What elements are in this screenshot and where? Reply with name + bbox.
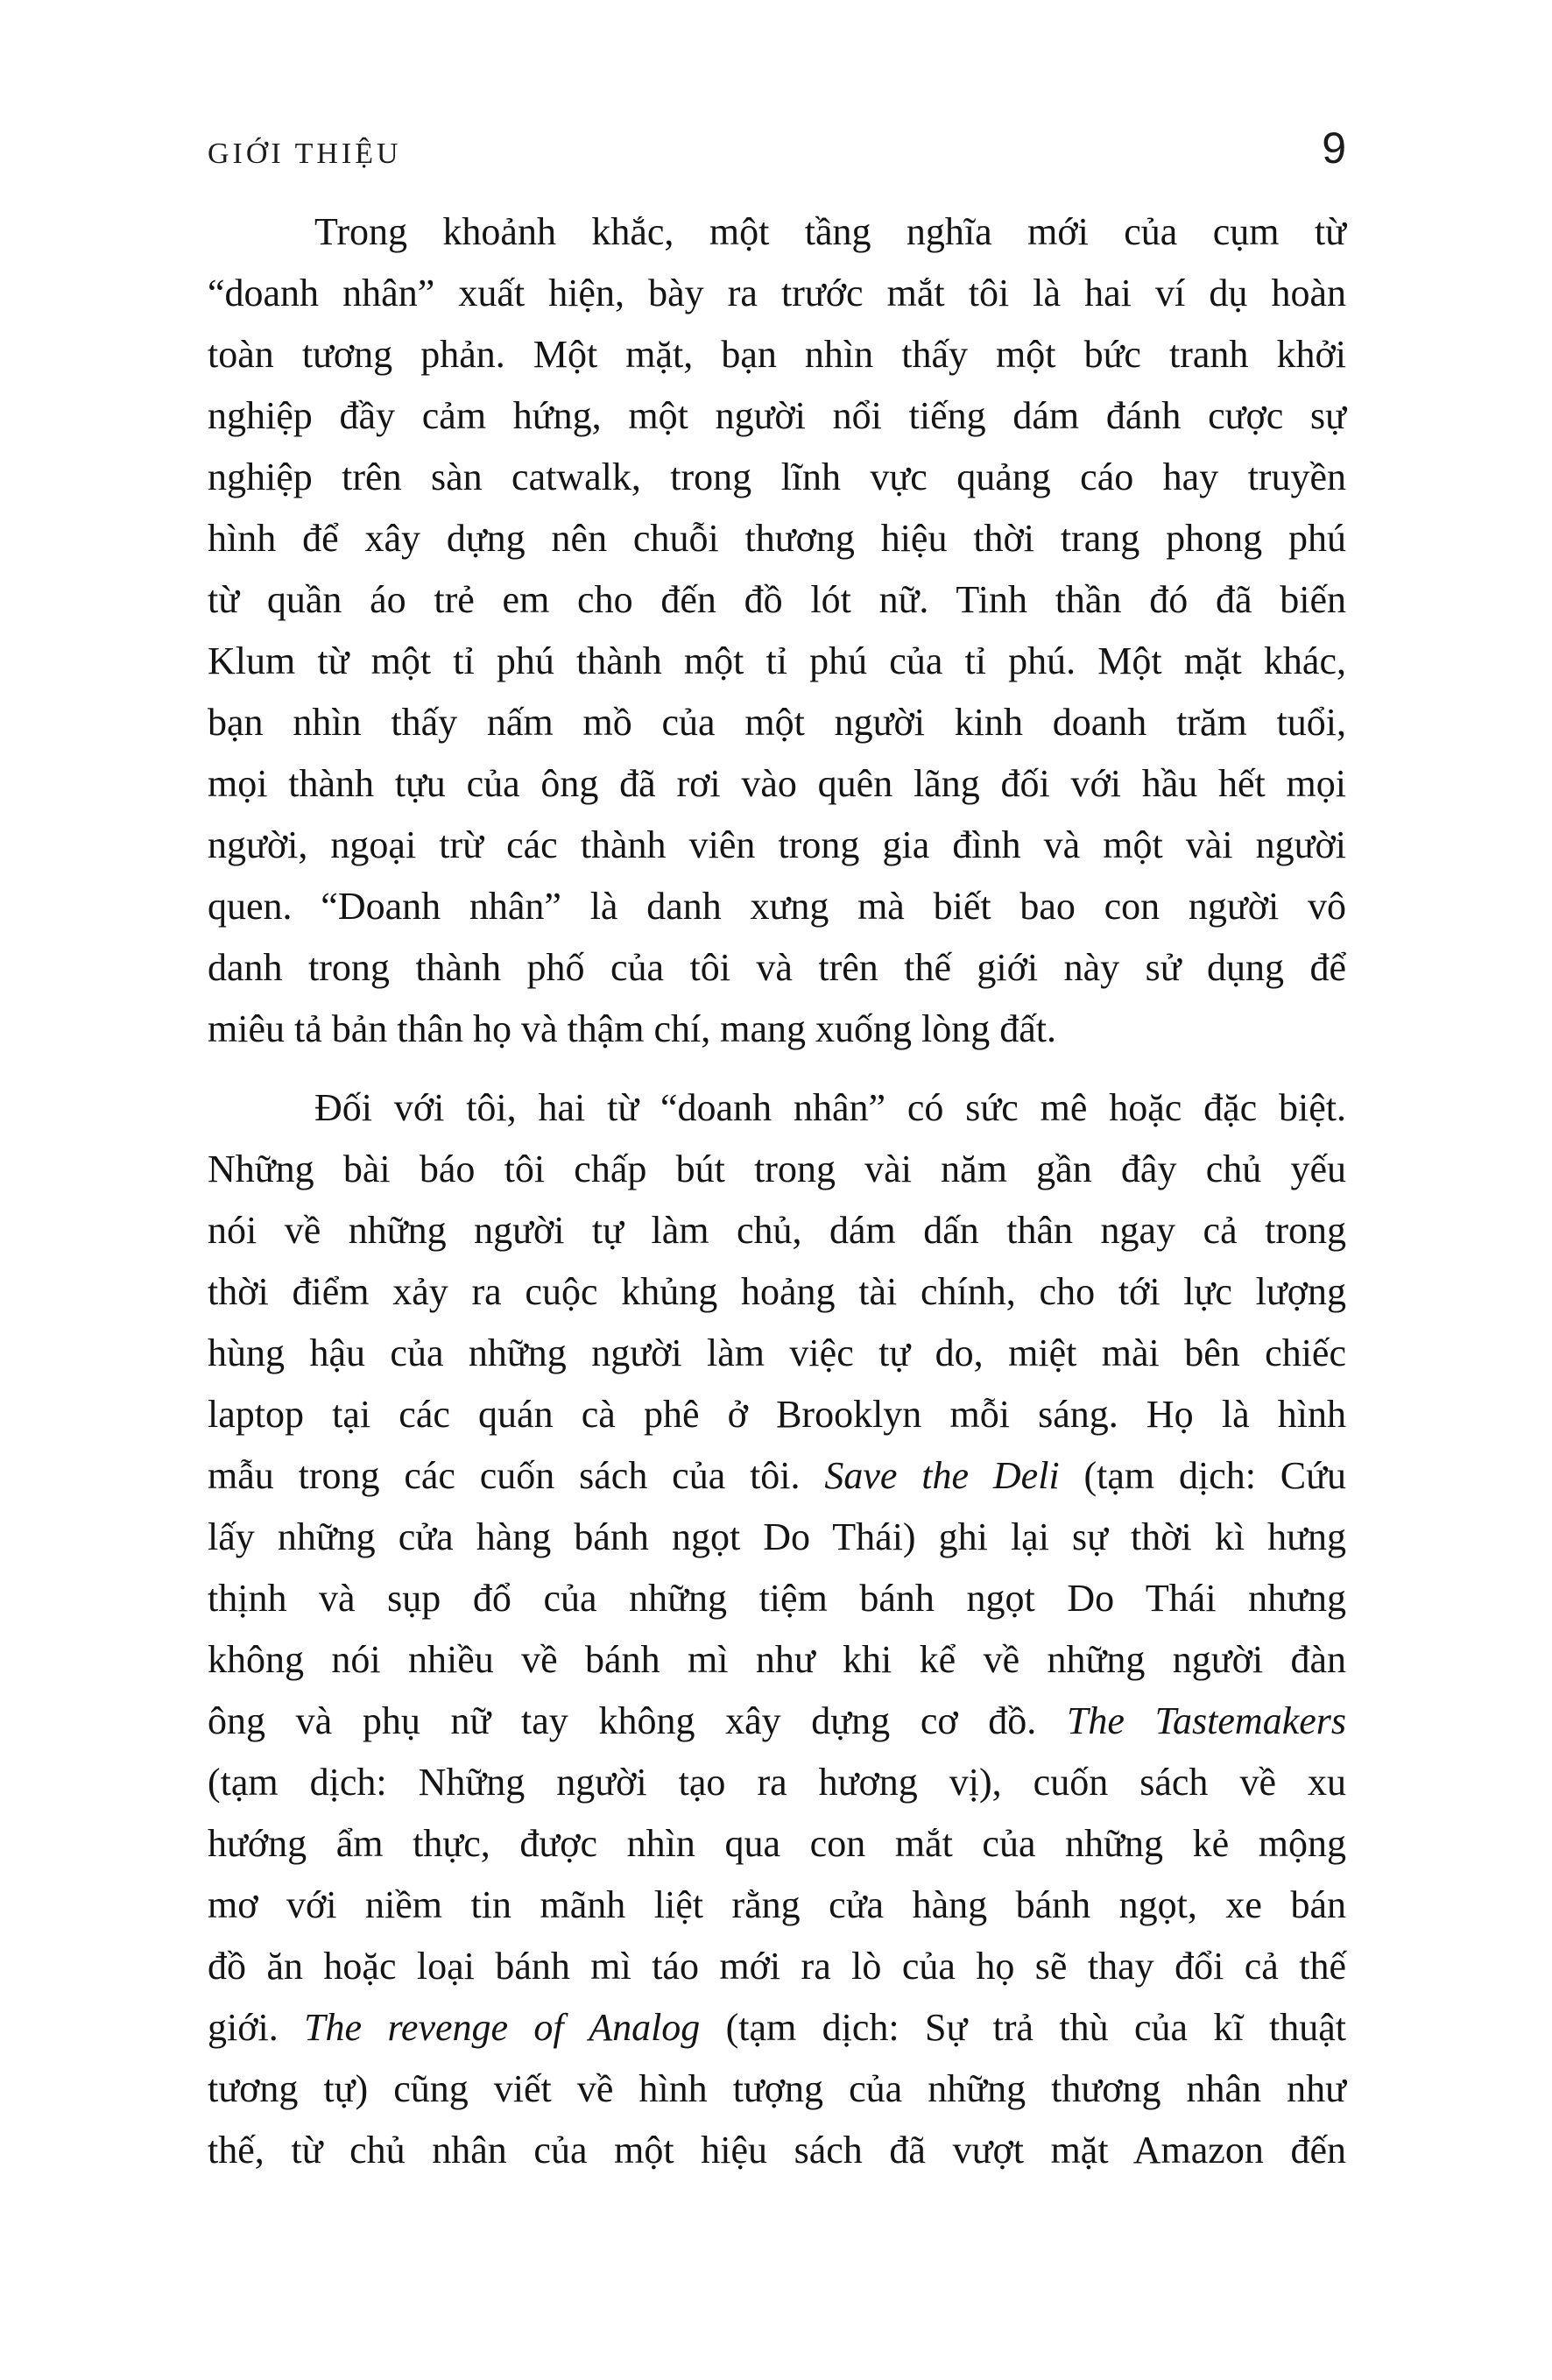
text-segment: thời điểm xảy ra cuộc khủng hoảng tài chính, cho tới lực lượng bbox=[208, 1270, 1346, 1313]
text-line bbox=[208, 1507, 1346, 1568]
text-line bbox=[208, 1813, 1346, 1875]
text-segment: nghiệp trên sàn catwalk, trong lĩnh vực quảng cáo hay truyền bbox=[208, 456, 1346, 498]
text-segment: nói về những người tự làm chủ, dám dấn thân ngay cả trong bbox=[208, 1209, 1346, 1252]
text-line bbox=[208, 1200, 1346, 1261]
text-segment: mọi thành tựu của ông đã rơi vào quên lãng đối với hầu hết mọi bbox=[208, 762, 1346, 805]
text-line bbox=[208, 1261, 1346, 1323]
text-line bbox=[208, 1629, 1346, 1691]
text-line bbox=[208, 1139, 1346, 1200]
text-segment: danh trong thành phố của tôi và trên thế giới này sử dụng để bbox=[208, 946, 1346, 989]
section-title: GIỚI THIỆU bbox=[208, 138, 402, 170]
text-segment: từ quần áo trẻ em cho đến đồ lót nữ. Tinh thần đó đã biến bbox=[208, 578, 1346, 621]
text-line bbox=[208, 2120, 1346, 2181]
text-segment: (tạm dịch: Những người tạo ra hương vị), cuốn sách về xu bbox=[208, 1761, 1346, 1804]
text-segment: “doanh nhân” xuất hiện, bày ra trước mắt tôi là hai ví dụ hoàn bbox=[208, 272, 1346, 314]
text-line bbox=[208, 1997, 1346, 2059]
text-line bbox=[208, 1323, 1346, 1384]
text-segment: quen. “Doanh nhân” là danh xưng mà biết bao con người vô bbox=[208, 885, 1346, 928]
text-segment: Klum từ một tỉ phú thành một tỉ phú của tỉ phú. Một mặt khác, bbox=[208, 639, 1346, 682]
text-segment: hướng ẩm thực, được nhìn qua con mắt của những kẻ mộng bbox=[208, 1822, 1346, 1865]
page-body bbox=[208, 201, 1346, 2181]
paragraph bbox=[208, 1077, 1346, 2181]
text-segment: giới. bbox=[208, 2006, 305, 2049]
page-number: 9 bbox=[1322, 124, 1346, 173]
text-segment: (tạm dịch: Cứu bbox=[1059, 1454, 1346, 1497]
text-segment: hình để xây dựng nên chuỗi thương hiệu thời trang phong phú bbox=[208, 517, 1346, 560]
text-line bbox=[208, 324, 1346, 385]
text-line bbox=[208, 815, 1346, 876]
text-segment: bạn nhìn thấy nấm mồ của một người kinh doanh trăm tuổi, bbox=[208, 701, 1346, 744]
text-segment: hùng hậu của những người làm việc tự do, miệt mài bên chiếc bbox=[208, 1331, 1346, 1374]
text-segment: nghiệp đầy cảm hứng, một người nổi tiếng dám đánh cược sự bbox=[208, 394, 1346, 437]
text-line bbox=[208, 263, 1346, 324]
text-segment: Đối với tôi, hai từ “doanh nhân” có sức mê hoặc đặc biệt. bbox=[314, 1086, 1346, 1129]
text-segment: toàn tương phản. Một mặt, bạn nhìn thấy một bức tranh khởi bbox=[208, 333, 1346, 376]
text-line bbox=[208, 1752, 1346, 1813]
text-segment: thịnh và sụp đổ của những tiệm bánh ngọt Do Thái nhưng bbox=[208, 1577, 1346, 1620]
text-line bbox=[208, 385, 1346, 447]
text-line bbox=[208, 876, 1346, 937]
book-title-italic: The revenge of Analog bbox=[304, 2006, 701, 2049]
text-segment: tương tự) cũng viết về hình tượng của những thương nhân như bbox=[208, 2067, 1346, 2110]
text-segment: lấy những cửa hàng bánh ngọt Do Thái) ghi lại sự thời kì hưng bbox=[208, 1515, 1346, 1558]
text-segment: ông và phụ nữ tay không xây dựng cơ đồ. bbox=[208, 1699, 1067, 1742]
text-line bbox=[208, 631, 1346, 692]
text-line bbox=[208, 753, 1346, 815]
book-title-italic: Save the Deli bbox=[824, 1454, 1060, 1497]
text-line bbox=[208, 447, 1346, 508]
text-line bbox=[208, 1691, 1346, 1752]
text-line bbox=[208, 999, 1346, 1060]
text-segment: laptop tại các quán cà phê ở Brooklyn mỗi sáng. Họ là hình bbox=[208, 1393, 1346, 1436]
text-segment: (tạm dịch: Sự trả thù của kĩ thuật bbox=[700, 2006, 1346, 2049]
text-segment: miêu tả bản thân họ và thậm chí, mang xuống lòng đất. bbox=[208, 1007, 1057, 1050]
text-line bbox=[208, 569, 1346, 631]
text-line bbox=[208, 692, 1346, 753]
page-header bbox=[208, 123, 1346, 173]
text-segment: thế, từ chủ nhân của một hiệu sách đã vượt mặt Amazon đến bbox=[208, 2129, 1346, 2172]
book-title-italic: The Tastemakers bbox=[1066, 1699, 1347, 1742]
text-segment: đồ ăn hoặc loại bánh mì táo mới ra lò của họ sẽ thay đổi cả thế bbox=[208, 1945, 1346, 1988]
text-segment: không nói nhiều về bánh mì như khi kể về những người đàn bbox=[208, 1638, 1346, 1681]
text-line bbox=[208, 1875, 1346, 1936]
text-line bbox=[208, 1936, 1346, 1997]
paragraph bbox=[208, 201, 1346, 1060]
text-segment: Những bài báo tôi chấp bút trong vài năm gần đây chủ yếu bbox=[208, 1148, 1346, 1190]
text-line bbox=[208, 937, 1346, 999]
text-line bbox=[208, 2059, 1346, 2120]
text-line bbox=[208, 201, 1346, 263]
text-segment: mơ với niềm tin mãnh liệt rằng cửa hàng bánh ngọt, xe bán bbox=[208, 1883, 1346, 1926]
text-line bbox=[208, 1077, 1346, 1139]
text-line bbox=[208, 1568, 1346, 1629]
text-line bbox=[208, 1445, 1346, 1507]
text-segment: mẫu trong các cuốn sách của tôi. bbox=[208, 1454, 825, 1497]
text-line bbox=[208, 508, 1346, 569]
text-segment: người, ngoại trừ các thành viên trong gia đình và một vài người bbox=[208, 823, 1346, 866]
text-line bbox=[208, 1384, 1346, 1445]
text-segment: Trong khoảnh khắc, một tầng nghĩa mới của cụm từ bbox=[314, 210, 1346, 253]
